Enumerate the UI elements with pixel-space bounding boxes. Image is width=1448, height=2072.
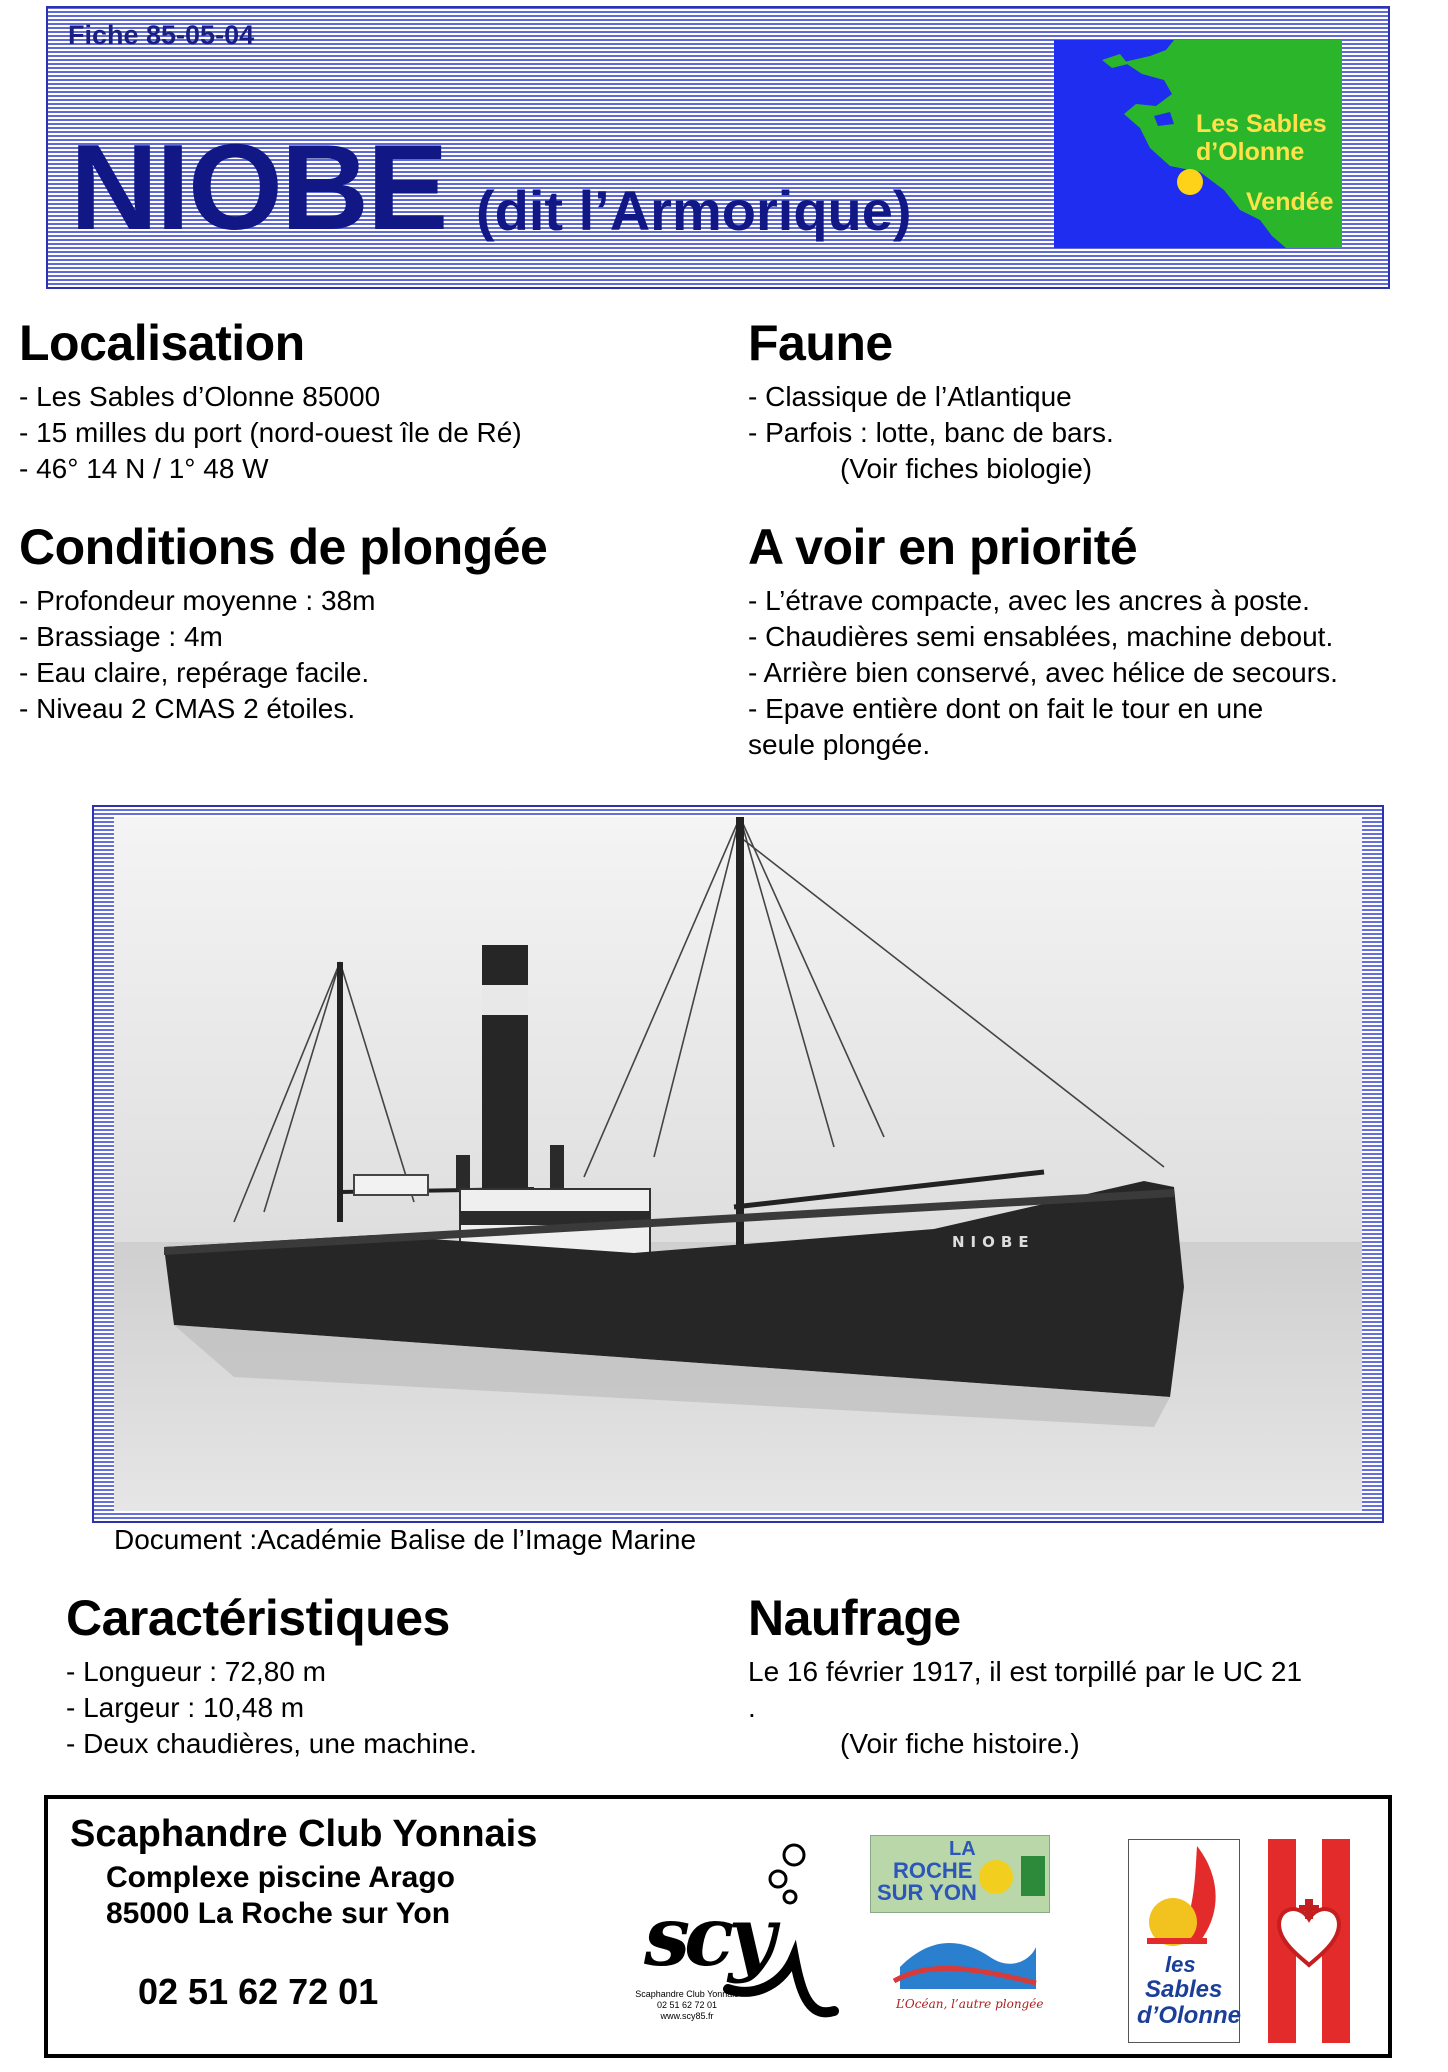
scy-logo: [608, 1839, 848, 2039]
conditions-line: - Profondeur moyenne : 38m: [19, 585, 376, 616]
naufrage-line: Le 16 février 1917, il est torpillé par le UC 21: [748, 1656, 1303, 1687]
sables-logo-les: les: [1165, 1952, 1196, 1977]
faune-reference: (Voir fiches biologie): [840, 453, 1093, 484]
laroche-logo-la: LA: [949, 1838, 976, 1860]
location-map: [1054, 40, 1342, 248]
photo-frame: [92, 805, 1384, 1523]
scy-logo-text: scy: [644, 1889, 770, 1985]
vendee-hearts-icon: [1268, 1899, 1350, 1999]
sables-logo-olonne: d’Olonne: [1137, 2002, 1241, 2029]
priorite-line: - L’étrave compacte, avec les ancres à poste.: [748, 585, 1310, 616]
heading-faune: Faune: [748, 315, 893, 371]
ocean-logo-tagline: L’Océan, l’autre plongée: [896, 1997, 1044, 2011]
localisation-line: - 46° 14 N / 1° 48 W: [19, 453, 269, 484]
section-faune: [748, 316, 1114, 487]
ocean-tourism-logo: [890, 1927, 1044, 2023]
faune-line: - Classique de l’Atlantique: [748, 381, 1072, 412]
localisation-line: - 15 milles du port (nord-ouest île de Ré): [19, 417, 522, 448]
sailboat-icon: [1129, 1840, 1239, 1950]
conditions-line: - Eau claire, repérage facile.: [19, 657, 370, 688]
map-label-olonne: d’Olonne: [1196, 138, 1305, 166]
scy-logo-phone: 02 51 62 72 01: [656, 2000, 718, 2010]
laroche-logo-roche: ROCHE: [893, 1858, 973, 1883]
green-tile-icon: [1021, 1856, 1045, 1896]
naufrage-line: .: [748, 1692, 756, 1723]
section-priorite: [748, 520, 1338, 763]
section-conditions: [19, 520, 547, 727]
localisation-line: - Les Sables d’Olonne 85000: [19, 381, 381, 412]
laroche-logo-suryon: SUR YON: [877, 1880, 977, 1905]
section-naufrage: [748, 1591, 1302, 1762]
priorite-line: - Chaudières semi ensablées, machine debout.: [748, 621, 1334, 652]
page-subtitle: (dit l’Armorique): [476, 179, 912, 242]
wave-icon: [890, 1927, 1040, 1997]
les-sables-dolonne-logo: [1128, 1839, 1240, 2043]
ship-hull-name: NIOBE: [952, 1233, 1035, 1251]
conditions-line: - Brassiage : 4m: [19, 621, 223, 652]
priorite-line: - Arrière bien conservé, avec hélice de secours.: [748, 657, 1338, 688]
scy-logo-url: www.scy85.fr: [660, 2011, 714, 2021]
priorite-line: seule plongée.: [748, 729, 931, 760]
sun-icon: [979, 1860, 1013, 1894]
vendee-logo: [1268, 1839, 1350, 2043]
heading-conditions: Conditions de plongée: [19, 519, 548, 575]
ship-photo: [114, 817, 1362, 1511]
heading-priorite: A voir en priorité: [748, 519, 1138, 575]
sables-logo-sables: Sables: [1145, 1976, 1223, 2003]
heading-localisation: Localisation: [19, 315, 305, 371]
caracteristiques-line: - Longueur : 72,80 m: [66, 1656, 326, 1687]
naufrage-reference: (Voir fiche histoire.): [840, 1728, 1080, 1759]
faune-line: - Parfois : lotte, banc de bars.: [748, 417, 1114, 448]
caracteristiques-line: - Deux chaudières, une machine.: [66, 1728, 477, 1759]
footer-contact-box: [44, 1795, 1392, 2058]
club-phone: 02 51 62 72 01: [138, 1971, 379, 2012]
club-address-line2: 85000 La Roche sur Yon: [106, 1897, 451, 1930]
scy-logo-caption: Scaphandre Club Yonnais: [635, 1989, 739, 1999]
page-title: NIOBE: [70, 119, 447, 255]
header-banner: [46, 6, 1390, 289]
fiche-number: Fiche 85-05-04: [68, 20, 255, 50]
photo-caption: Document :Académie Balise de l’Image Marine: [114, 1524, 697, 1555]
section-caracteristiques: [66, 1591, 477, 1762]
laroche-sur-yon-logo: [870, 1835, 1050, 1913]
heading-naufrage: Naufrage: [748, 1590, 961, 1646]
club-address-line1: Complexe piscine Arago: [106, 1861, 455, 1894]
map-label-les-sables: Les Sables: [1196, 110, 1327, 138]
club-name: Scaphandre Club Yonnais: [70, 1813, 538, 1855]
priorite-line: - Epave entière dont on fait le tour en une: [748, 693, 1264, 724]
heading-caracteristiques: Caractéristiques: [66, 1590, 450, 1646]
conditions-line: - Niveau 2 CMAS 2 étoiles.: [19, 693, 356, 724]
section-localisation: [19, 316, 522, 487]
ship-illustration: [114, 817, 1362, 1511]
map-label-vendee: Vendée: [1246, 188, 1334, 216]
caracteristiques-line: - Largeur : 10,48 m: [66, 1692, 305, 1723]
